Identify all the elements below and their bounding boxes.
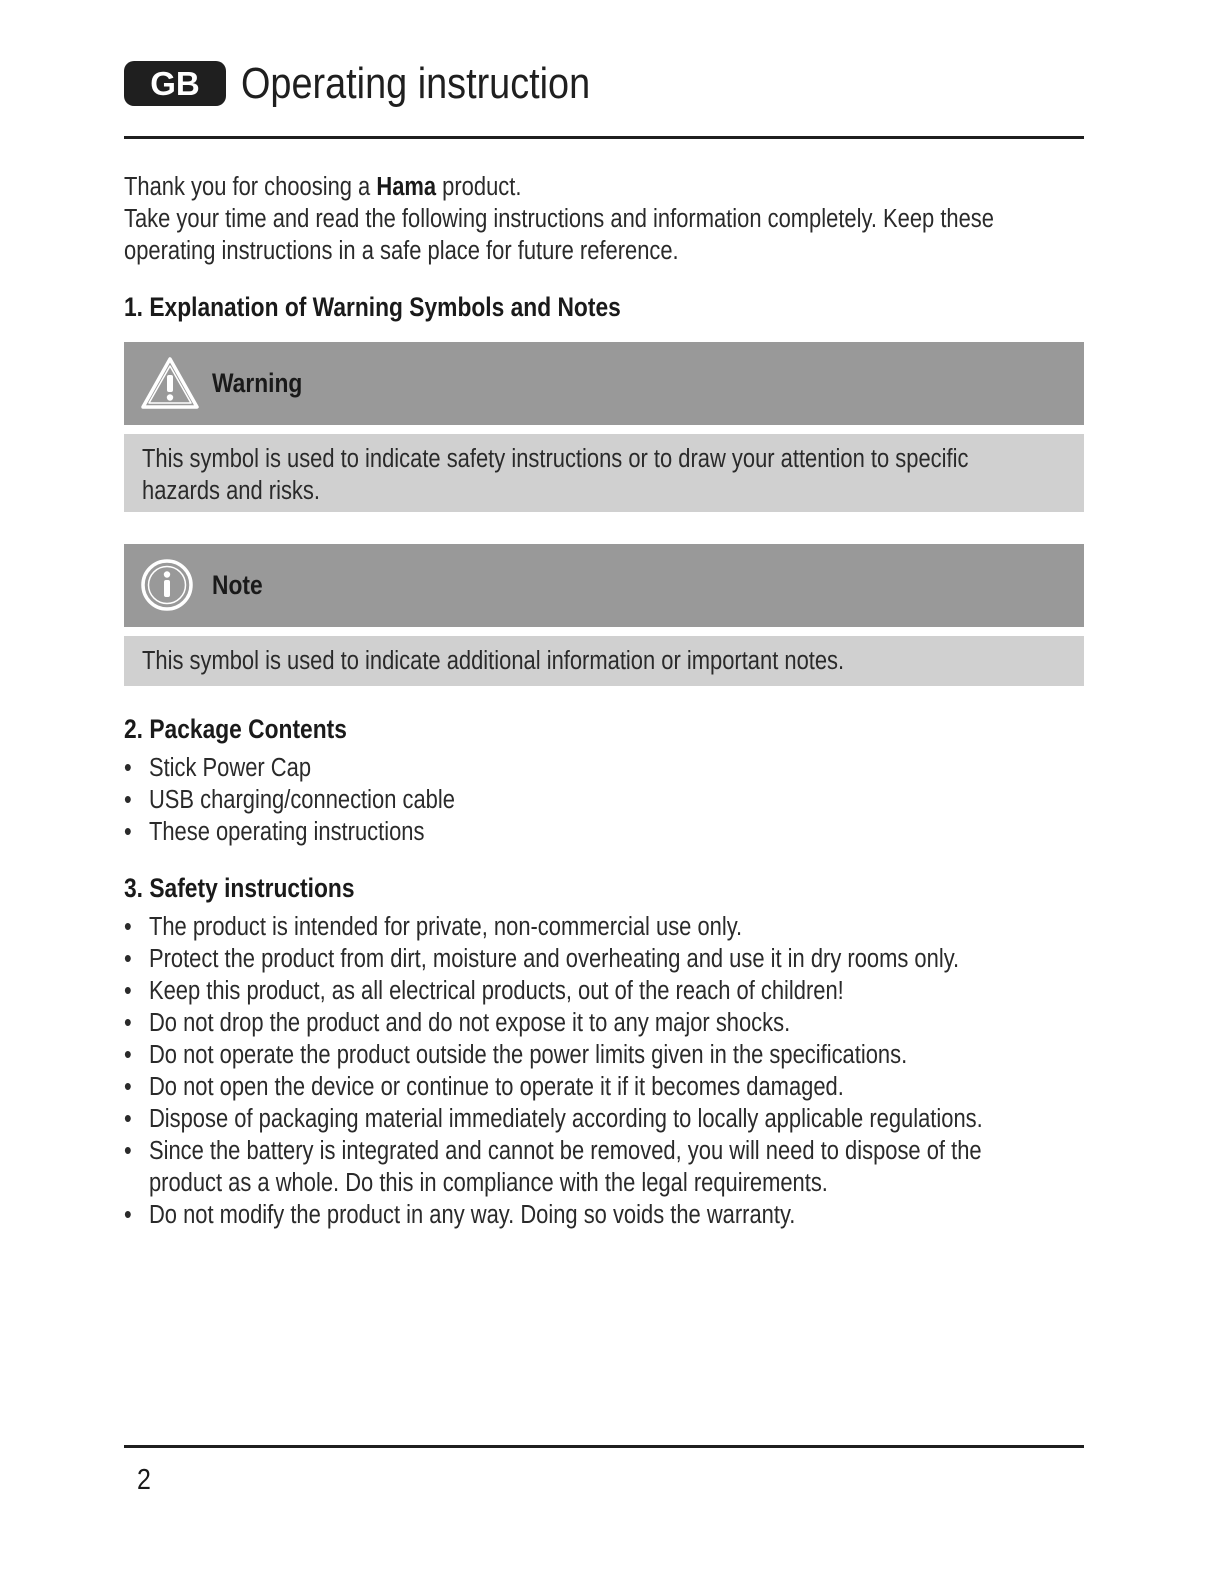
list-item (124, 784, 1036, 816)
list-item (124, 1103, 1036, 1135)
intro-line-1 (124, 171, 984, 203)
bullet-icon: • (124, 1105, 132, 1133)
bullet-icon: • (124, 1201, 132, 1229)
page-number: 2 (137, 1464, 151, 1496)
list-item (124, 1071, 1036, 1103)
section-2-heading: 2. Package Contents (124, 714, 347, 744)
bullet-icon: • (124, 977, 132, 1005)
bullet-icon: • (124, 945, 132, 973)
list-item (124, 1039, 1036, 1071)
section-3-heading: 3. Safety instructions (124, 873, 355, 903)
intro-text-before-brand: Thank you for choosing a (124, 173, 377, 201)
list-item-text: The product is intended for private, non-commercial use only. (148, 913, 743, 941)
intro-paragraph (124, 171, 994, 267)
list-item-text: Protect the product from dirt, moisture and overheating and use it in dry rooms only. (148, 945, 960, 973)
note-description (142, 645, 1036, 677)
list-item (124, 911, 1036, 943)
bullet-icon: • (124, 1041, 132, 1069)
warning-box-body (124, 434, 1084, 512)
note-title: Note (212, 570, 263, 600)
list-item-text: USB charging/connection cable (148, 786, 455, 814)
bullet-icon: • (124, 1009, 132, 1037)
list-item-text: Do not drop the product and do not expose it to any major shocks. (148, 1009, 791, 1037)
list-item-text: Since the battery is integrated and cannot be removed, you will need to dispose of the (148, 1137, 982, 1165)
warning-text-line-2: hazards and risks. (142, 477, 320, 505)
warning-title: Warning (212, 368, 303, 398)
info-icon (140, 557, 200, 613)
bullet-icon: • (124, 754, 132, 782)
list-item-text: Do not operate the product outside the power limits given in the specifications. (148, 1041, 908, 1069)
list-item (124, 975, 1036, 1007)
brand-name: Hama (376, 173, 437, 201)
list-item-text: Dispose of packaging material immediately according to locally applicable regulations. (148, 1105, 983, 1133)
list-item-text: Keep this product, as all electrical products, out of the reach of children! (148, 977, 844, 1005)
list-item (124, 1007, 1036, 1039)
page-header (124, 58, 1084, 114)
bullet-icon: • (124, 1137, 132, 1165)
bullet-icon: • (124, 913, 132, 941)
bullet-icon: • (124, 786, 132, 814)
page-title: Operating instruction (241, 59, 591, 108)
warning-triangle-icon (140, 355, 200, 411)
footer-divider (124, 1445, 1084, 1448)
warning-box-header (124, 342, 1084, 425)
bullet-icon: • (124, 818, 132, 846)
intro-line-2: Take your time and read the following instructions and information completely. Keep these (124, 205, 994, 233)
list-item (124, 1135, 1036, 1199)
header-divider (124, 136, 1084, 139)
warning-text-line-1: This symbol is used to indicate safety instructions or to draw your attention to specific (142, 445, 969, 473)
note-box-body (124, 636, 1084, 686)
note-box-header (124, 544, 1084, 627)
intro-text-after-brand: product. (436, 173, 522, 201)
warning-description (142, 443, 1036, 507)
list-item-text: These operating instructions (148, 818, 425, 846)
list-item (124, 943, 1036, 975)
language-badge: GB (124, 61, 226, 106)
list-item (124, 752, 1036, 784)
intro-line-3: operating instructions in a safe place for future reference. (124, 237, 679, 265)
section-1-heading: 1. Explanation of Warning Symbols and Notes (124, 292, 621, 322)
bullet-icon: • (124, 1073, 132, 1101)
list-item-text: Do not modify the product in any way. Doing so voids the warranty. (148, 1201, 796, 1229)
list-item (124, 816, 1036, 848)
list-item-text: Stick Power Cap (148, 754, 312, 782)
list-item-text: Do not open the device or continue to operate it if it becomes damaged. (148, 1073, 844, 1101)
list-item-text-continued: product as a whole. Do this in compliance with the legal requirements. (148, 1169, 828, 1197)
note-text: This symbol is used to indicate additional information or important notes. (142, 647, 845, 675)
package-contents-list (124, 752, 1036, 848)
safety-instructions-list (124, 911, 1036, 1231)
list-item (124, 1199, 1036, 1231)
